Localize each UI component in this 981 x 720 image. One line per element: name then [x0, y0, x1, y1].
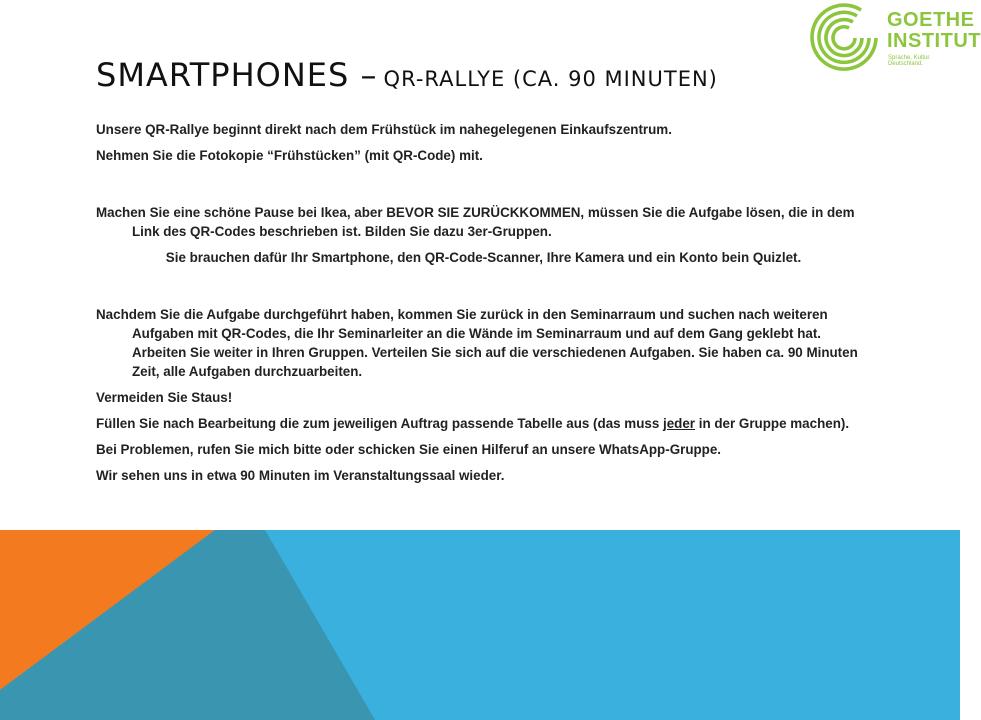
paragraph-9: Wir sehen uns in etwa 90 Minuten im Veranstaltungssaal wieder. — [96, 468, 505, 483]
paragraph-8: Bei Problemen, rufen Sie mich bitte oder schicken Sie einen Hilferuf an unsere WhatsApp-Gruppe. — [96, 442, 722, 457]
paragraph-4: Sie brauchen dafür Ihr Smartphone, den QR-Code-Scanner, Ihre Kamera und ein Konto bein Quizlet. — [165, 250, 802, 265]
paragraph-7-end: in der Gruppe machen). — [695, 416, 850, 431]
logo-line-1: GOETHE — [887, 9, 975, 31]
paragraph-7 — [96, 414, 871, 433]
title-sub: QR-RALLYE (CA. 90 MINUTEN) — [383, 67, 718, 91]
paragraph-1: Unsere QR-Rallye beginnt direkt nach dem Frühstück im nahegelegenen Einkaufszentrum. — [96, 122, 672, 137]
title-main: SMARTPHONES – — [96, 56, 378, 94]
logo-tagline: Sprache. Kultur. Deutschland. — [888, 55, 931, 67]
slide-body — [96, 120, 871, 485]
paragraph-3: Machen Sie eine schöne Pause bei Ikea, aber BEVOR SIE ZURÜCKKOMMEN, müssen Sie die Aufgabe lösen, die in dem Link des QR-Codes beschrieben ist. Bilden Sie dazu 3er-Gruppen. — [96, 205, 855, 239]
paragraph-6: Vermeiden Sie Staus! — [96, 390, 233, 405]
paragraph-7-start: Füllen Sie nach Bearbeitung die zum jeweiligen Auftrag passende Tabelle aus (das muss — [96, 416, 664, 431]
paragraph-7-underlined: jeder — [663, 416, 696, 431]
paragraph-2: Nehmen Sie die Fotokopie “Frühstücken” (mit QR-Code) mit. — [96, 148, 483, 163]
logo-line-2: INSTITUT — [887, 30, 981, 52]
slide-title — [96, 56, 796, 94]
logo-wordmark — [887, 10, 981, 52]
paragraph-5: Nachdem Sie die Aufgabe durchgeführt haben, kommen Sie zurück in den Seminarraum und suchen nach weiteren Aufgaben mit QR-Codes, die Ihr Seminarleiter an die Wände im Seminarraum und auf dem Gang geklebt hat. Arbeiten Sie weiter in Ihren Gruppen. Verteilen Sie sich auf die verschiedenen Aufgaben. Sie haben ca. 90 Minuten Zeit, alle Aufgaben durchzuarbeiten. — [96, 307, 858, 379]
